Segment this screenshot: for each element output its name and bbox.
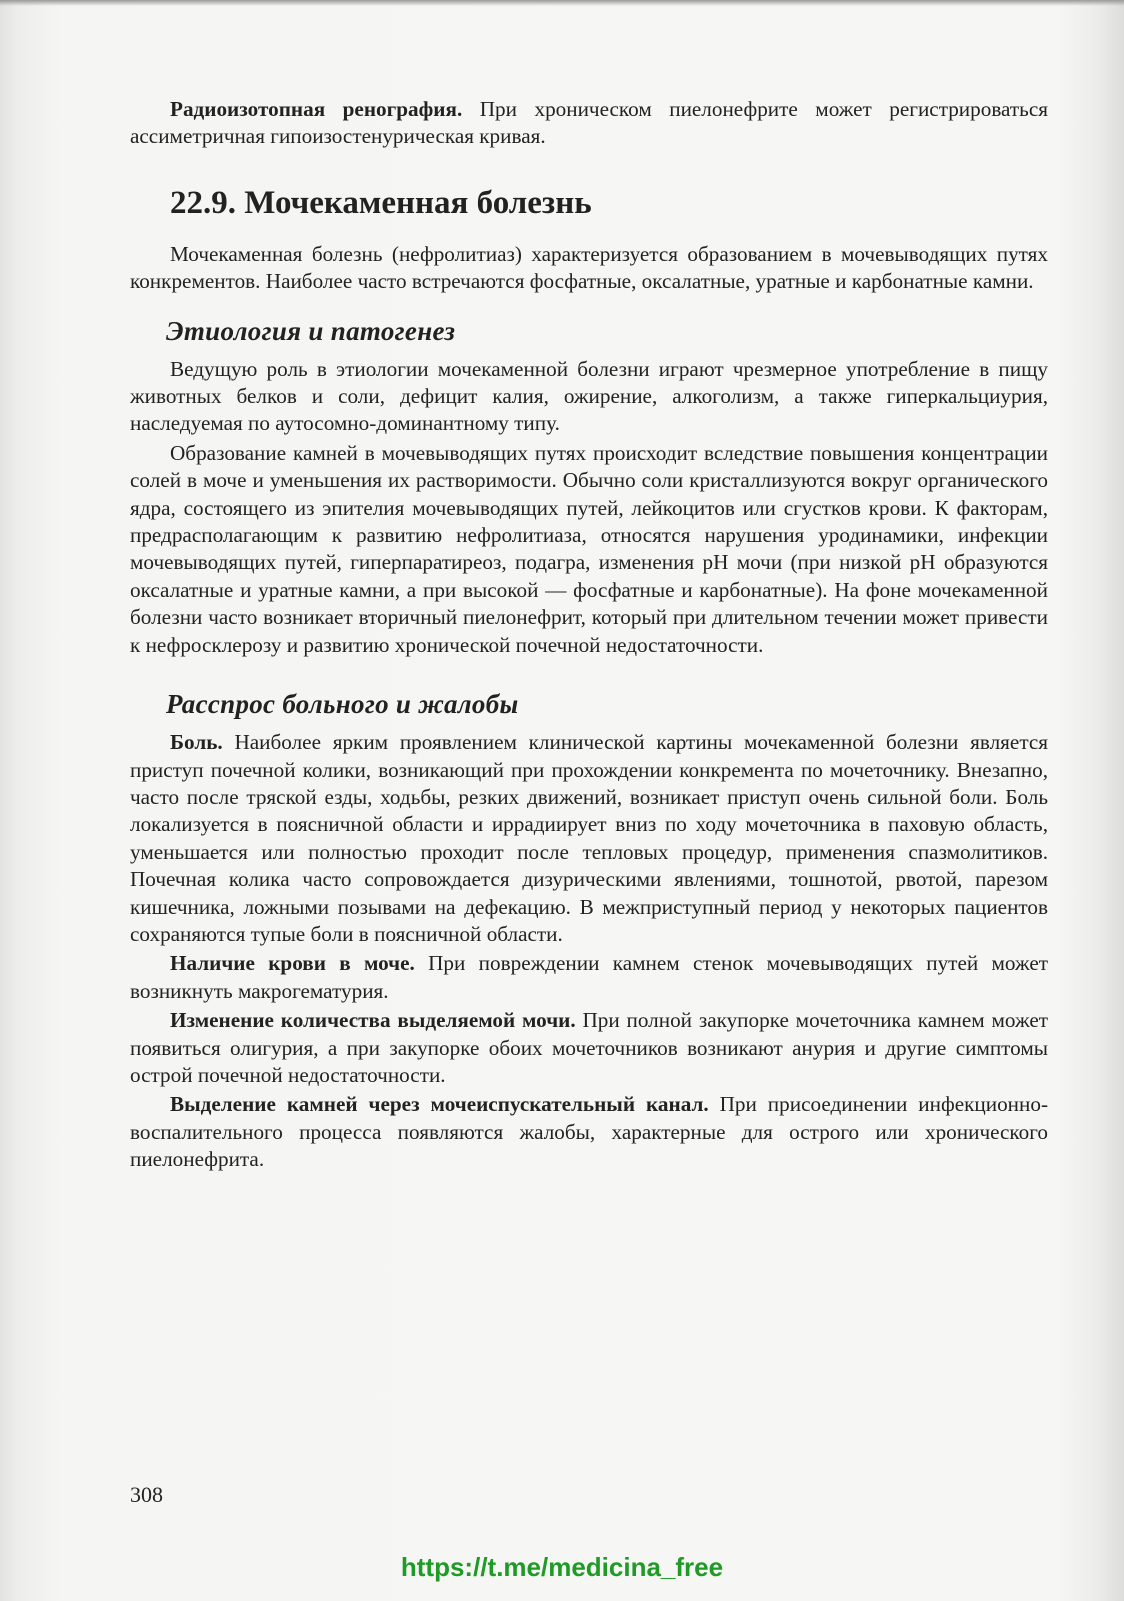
etiology-paragraph-1: Ведущую роль в этиологии мочекаменной болезни играют чрезмерное употребление в пищу животных белков и соли, дефицит калия, ожирение, алкоголизм, а также гиперкальциурия, наследуемая по аутосомно-доминантному типу. [130, 356, 1048, 436]
complaint-stones-paragraph [130, 1091, 1048, 1173]
complaint-blood-lead: Наличие крови в моче. [170, 951, 415, 976]
complaint-blood-paragraph [130, 950, 1048, 1005]
page-number: 308 [130, 1482, 163, 1507]
complaint-urine-volume-paragraph [130, 1007, 1048, 1089]
complaint-stones-lead: Выделение камней через мочеиспускательный канал. [170, 1092, 709, 1117]
complaint-pain-text: Наиболее ярким проявлением клинической картины мочекаменной болезни является приступ почечной колики, возникающий при прохождении конкремента по мочеточнику. Внезапно, часто после тряской езды, ходьбы, резких движений, возникает приступ очень сильной боли. Боль локализуется в поясничной области и иррадиирует вниз по ходу мочеточника в паховую область, уменьшается или полностью проходит после тепловых процедур, применения спазмолитиков. Почечная колика часто сопровождается дизурическими явлениями, тошнотой, рвотой, парезом кишечника, ложными позывами на дефекацию. В межприступный период у некоторых пациентов сохраняются тупые боли в поясничной области. [130, 730, 1048, 946]
renography-lead: Радиоизотопная ренография. [170, 97, 463, 121]
complaint-blood-text: При повреждении камнем стенок мочевыводящих путей может возникнуть макрогематурия. [130, 951, 1048, 1003]
section-title: 22.9. Мочекаменная болезнь [170, 184, 592, 221]
section-intro-paragraph: Мочекаменная болезнь (нефролитиаз) характеризуется образованием в мочевыводящих путях конкрементов. Наиболее часто встречаются фосфатные, оксалатные, уратные и карбонатные камни. [130, 241, 1048, 294]
complaint-urine-volume-lead: Изменение количества выделяемой мочи. [170, 1008, 576, 1033]
etiology-paragraph-2: Образование камней в мочевыводящих путях происходит вследствие повышения концентрации солей в моче и уменьшения их растворимости. Обычно соли кристаллизуются вокруг органического ядра, состоящего из эпителия мочевыводящих путей, лейкоцитов или сгустков крови. К факторам, предрасполагающим к развитию нефролитиаза, относятся нарушения уродинамики, инфекции мочевыводящих путей, гиперпаратиреоз, подагра, изменения pH мочи (при низкой pH образуются оксалатные и уратные камни, а при высокой — фосфатные и карбонатные). На фоне мочекаменной болезни часто возникает вторичный пиелонефрит, который при длительном течении может привести к нефросклерозу и развитию хронической почечной недостаточности. [130, 440, 1048, 657]
renography-text: При хроническом пиелонефрите может регистрироваться ассиметричная гипоизостенурическая кривая. [130, 97, 1048, 149]
complaint-pain-lead: Боль. [170, 730, 223, 755]
complaints-heading: Расспрос больного и жалобы [166, 689, 519, 720]
complaint-pain-paragraph [130, 729, 1048, 948]
watermark-link[interactable]: https://t.me/medicina_free [400, 1552, 724, 1582]
complaint-stones-text: При присоединении инфекционно-воспалительного процесса появляются жалобы, характерные для острого или хронического пиелонефрита. [130, 1092, 1048, 1172]
etiology-heading: Этиология и патогенез [166, 315, 456, 346]
page-content [130, 96, 1048, 1176]
complaint-urine-volume-text: При полной закупорке мочеточника камнем может появиться олигурия, а при закупорке обоих мочеточников возникают анурия и другие симптомы острой почечной недостаточности. [130, 1008, 1048, 1087]
page-top-edge [0, 0, 1124, 6]
renography-paragraph [130, 96, 1048, 151]
